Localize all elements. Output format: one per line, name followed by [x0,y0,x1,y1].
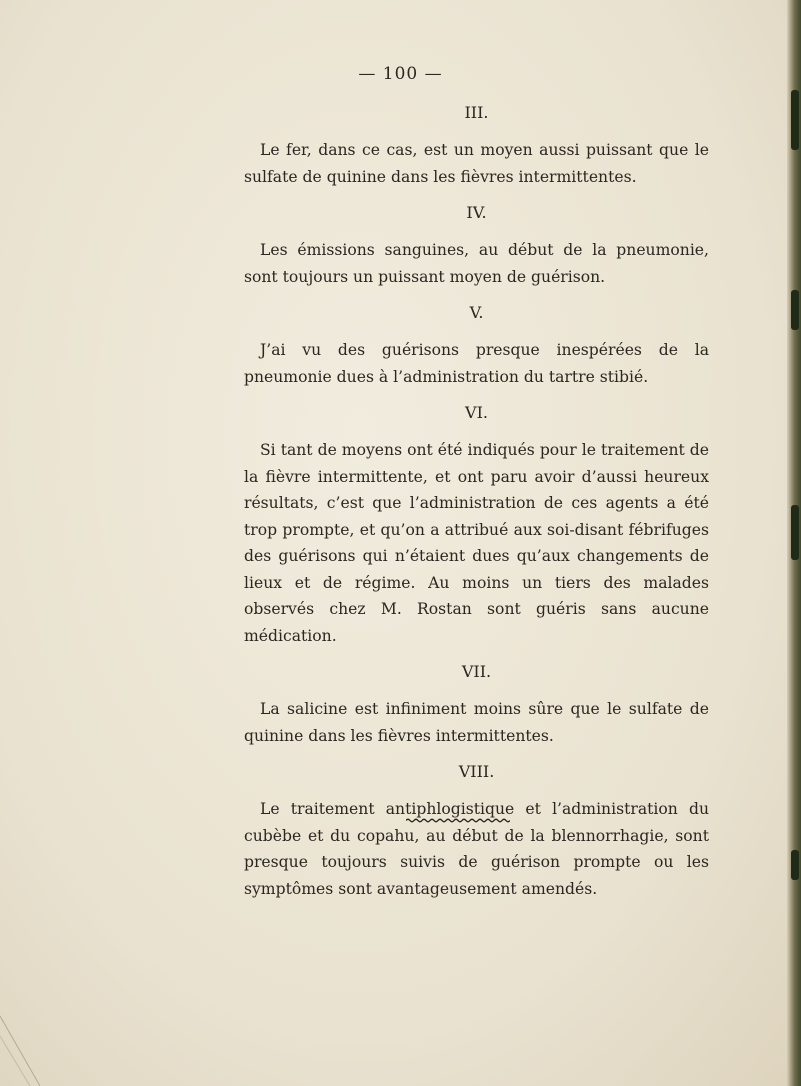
article-body [244,102,709,914]
section-text: Le fer, dans ce cas, est un moyen aussi puissant que le sulfate de quinine dans les fièvres intermittentes. [244,141,709,186]
edge-spot [791,850,799,880]
section-numeral: VII. [461,662,492,681]
section-viii [244,761,709,902]
edge-spot [791,505,799,560]
page-number: — 100 — [358,64,443,84]
section-numeral: V. [469,303,484,322]
section-text: Les émissions sanguines, au début de la pneumonie, sont toujours un puissant moyen de guérison. [244,241,709,286]
section-numeral: IV. [466,203,487,222]
section-vii [244,661,709,749]
page-corner-fold [0,976,40,1086]
section-numeral: VIII. [458,762,495,781]
section-numeral: VI. [465,403,488,422]
section-vi [244,402,709,649]
edge-spot [791,90,799,150]
page-edge-stain [787,0,801,1086]
section-text: Si tant de moyens ont été indiqués pour le traitement de la fièvre intermittente, et ont paru avoir d’aussi heureux résultats, c’est que l’administration de ces agents a été trop prompte, et qu’on a attribué aux soi-disant fébrifuges des guérisons qui n’étaient dues qu’aux changements de lieux et de régime. Au moins un tiers des malades observés chez M. Rostan sont guéris sans aucune médication. [244,441,709,645]
section-iv [244,202,709,290]
section-text: Le traitement antiphlogistique et l’administration du cubèbe et du copahu, au début de la blennorrhagie, sont presque toujours suivis de guérison prompte ou les symptômes sont avantageusement amendés. [244,800,709,898]
ornamental-rule [406,818,510,823]
section-text: La salicine est infiniment moins sûre que le sulfate de quinine dans les fièvres intermittentes. [244,700,709,745]
edge-spot [791,290,799,330]
section-iii [244,102,709,190]
section-numeral: III. [464,103,489,122]
section-text: J’ai vu des guérisons presque inespérées de la pneumonie dues à l’administration du tartre stibié. [244,341,709,386]
section-v [244,302,709,390]
